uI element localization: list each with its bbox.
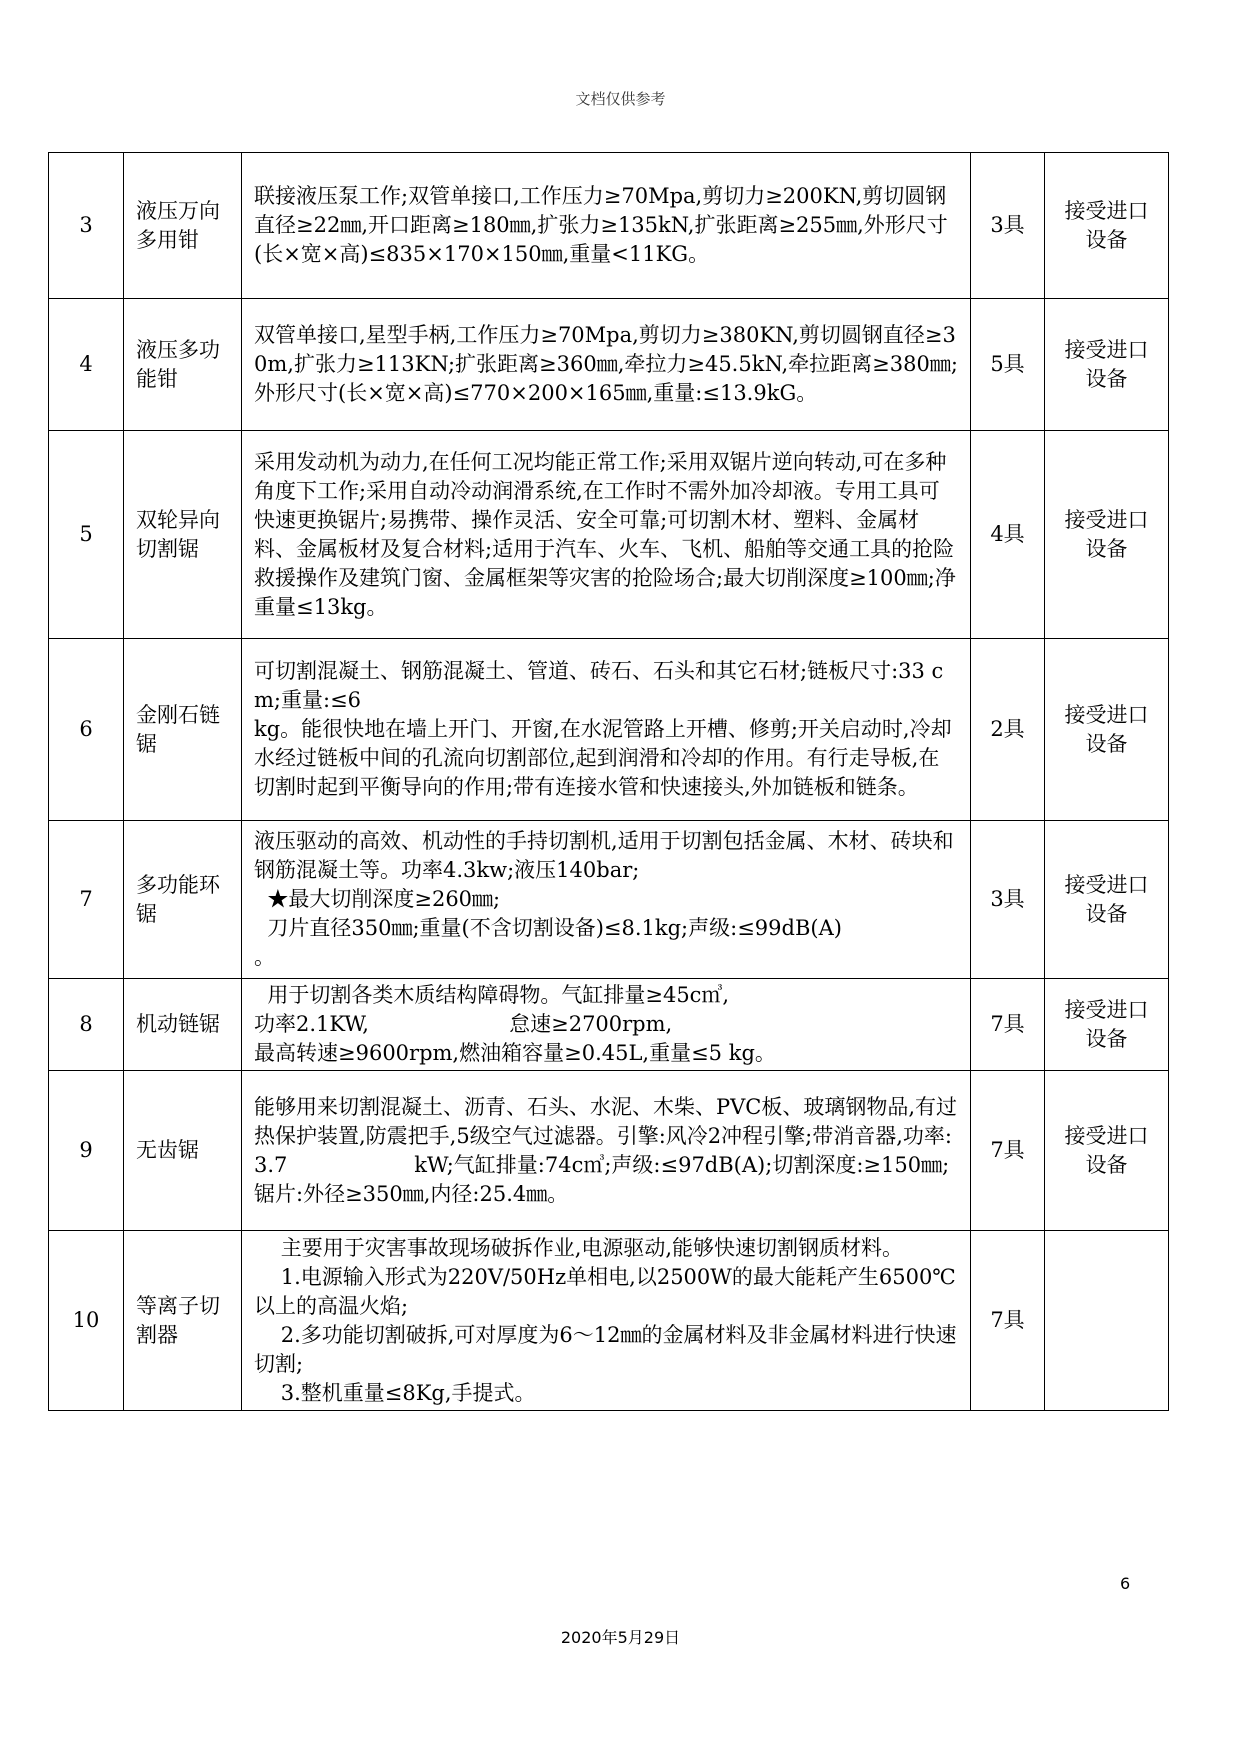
- remark: 接受进口设备: [1045, 299, 1169, 431]
- equipment-name: 等离子切割器: [124, 1231, 242, 1411]
- description-text: 双管单接口,星型手柄,工作压力≥70Mpa,剪切力≥380KN,剪切圆钢直径≥30m,扩张力≥113KN;扩张距离≥360㎜,牵拉力≥45.5kN,牵拉距离≥380㎜;外形尺寸(长×宽×高)≤770×200×165㎜,重量:≤13.9kG。: [254, 323, 958, 405]
- remark: 接受进口设备: [1045, 431, 1169, 639]
- description-text: 用于切割各类木质结构障碍物。气缸排量≥45c㎥,: [254, 983, 730, 1007]
- quantity: 7具: [971, 1231, 1045, 1411]
- equipment-spec-table: [48, 152, 1169, 1411]
- equipment-name: 双轮异向切割锯: [124, 431, 242, 639]
- row-number: 9: [49, 1071, 124, 1231]
- table-row: [49, 299, 1169, 431]
- description-text: 联接液压泵工作;双管单接口,工作压力≥70Mpa,剪切力≥200KN,剪切圆钢直径≥22㎜,开口距离≥180㎜,扩张力≥135kN,扩张距离≥255㎜,外形尺寸(长×宽×高)≤835×170×150㎜,重量<11KG。: [254, 184, 948, 266]
- remark: 接受进口设备: [1045, 639, 1169, 821]
- equipment-description: [242, 153, 971, 299]
- description-text: 最高转速≥9600rpm,燃油箱容量≥0.45L,重量≤5 kg。: [254, 1041, 776, 1065]
- description-text: 采用发动机为动力,在任何工况均能正常工作;采用双锯片逆向转动,可在多种角度下工作;采用自动冷动润滑系统,在工作时不需外加冷却液。专用工具可快速更换锯片;易携带、操作灵活、安全可靠;可切割木材、塑料、金属材料、金属板材及复合材料;适用于汽车、火车、飞机、船舶等交通工具的抢险救援操作及建筑门窗、金属框架等灾害的抢险场合;最大切削深度≥100㎜;净重量≤13kg。: [254, 449, 956, 619]
- table-body: [49, 153, 1169, 1411]
- equipment-name: 液压多功能钳: [124, 299, 242, 431]
- quantity: 3具: [971, 153, 1045, 299]
- description-text: 2.多功能切割破拆,可对厚度为6～12㎜的金属材料及非金属材料进行快速切割;: [254, 1322, 957, 1376]
- table-row: [49, 821, 1169, 979]
- description-text: 主要用于灾害事故现场破拆作业,电源驱动,能够快速切割钢质材料。: [254, 1235, 904, 1260]
- equipment-name: 多功能环锯: [124, 821, 242, 979]
- footer-date: 2020年5月29日: [560, 1628, 681, 1647]
- table-row: [49, 431, 1169, 639]
- equipment-description: [242, 821, 971, 979]
- row-number: 10: [49, 1231, 124, 1411]
- equipment-description: [242, 639, 971, 821]
- equipment-description: [242, 1231, 971, 1411]
- row-number: 7: [49, 821, 124, 979]
- table-row: [49, 1071, 1169, 1231]
- description-text: ★最大切削深度≥260㎜;: [254, 887, 501, 911]
- description-text: 可切割混凝土、钢筋混凝土、管道、砖石、石头和其它石材;链板尺寸:33 cm;重量:≤6: [254, 659, 944, 712]
- equipment-description: [242, 1071, 971, 1231]
- page-number: 6: [1120, 1574, 1131, 1593]
- remark: 接受进口设备: [1045, 821, 1169, 979]
- equipment-name: 机动链锯: [124, 979, 242, 1071]
- remark: 接受进口设备: [1045, 1071, 1169, 1231]
- remark: 接受进口设备: [1045, 153, 1169, 299]
- equipment-name: 无齿锯: [124, 1071, 242, 1231]
- description-text: kg。能很快地在墙上开门、开窗,在水泥管路上开槽、修剪;开关启动时,冷却水经过链板中间的孔流向切割部位,起到润滑和冷却的作用。有行走导板,在切割时起到平衡导向的作用;带有连接水管和快速接头,外加链板和链条。: [254, 717, 952, 799]
- table-row: [49, 1231, 1169, 1411]
- quantity: 5具: [971, 299, 1045, 431]
- remark: 接受进口设备: [1045, 979, 1169, 1071]
- description-text: 1.电源输入形式为220V/50Hz单相电,以2500W的最大能耗产生6500℃以上的高温火焰;: [254, 1264, 956, 1318]
- row-number: 3: [49, 153, 124, 299]
- equipment-description: [242, 431, 971, 639]
- row-number: 5: [49, 431, 124, 639]
- equipment-description: [242, 979, 971, 1071]
- row-number: 4: [49, 299, 124, 431]
- remark: [1045, 1231, 1169, 1411]
- table-row: [49, 979, 1169, 1071]
- quantity: 7具: [971, 979, 1045, 1071]
- quantity: 3具: [971, 821, 1045, 979]
- equipment-name: 液压万向多用钳: [124, 153, 242, 299]
- description-text: 。: [254, 945, 275, 969]
- description-text: 液压驱动的高效、机动性的手持切割机,适用于切割包括金属、木材、砖块和钢筋混凝土等。功率4.3kw;液压140bar;: [254, 829, 954, 882]
- equipment-description: [242, 299, 971, 431]
- description-text: 能够用来切割混凝土、沥青、石头、水泥、木柴、PVC板、玻璃钢物品,有过热保护装置,防震把手,5级空气过滤器。引擎:风冷2冲程引擎;带消音器,功率:3.7 kW;气缸排量:74c㎥;声级:≤97dB(A);切割深度:≥150㎜;锯片:外径≥350㎜,内径:25.4㎜。: [254, 1094, 958, 1206]
- description-text: 功率2.1KW, 怠速≥2700rpm,: [254, 1012, 673, 1036]
- table-row: [49, 639, 1169, 821]
- quantity: 7具: [971, 1071, 1045, 1231]
- table-row: [49, 153, 1169, 299]
- description-text: 3.整机重量≤8Kg,手提式。: [254, 1380, 536, 1405]
- page-header: 文档仅供参考: [575, 90, 666, 108]
- equipment-name: 金刚石链锯: [124, 639, 242, 821]
- row-number: 8: [49, 979, 124, 1071]
- row-number: 6: [49, 639, 124, 821]
- quantity: 2具: [971, 639, 1045, 821]
- description-text: 刀片直径350㎜;重量(不含切割设备)≤8.1kg;声级:≤99dB(A): [254, 916, 842, 940]
- quantity: 4具: [971, 431, 1045, 639]
